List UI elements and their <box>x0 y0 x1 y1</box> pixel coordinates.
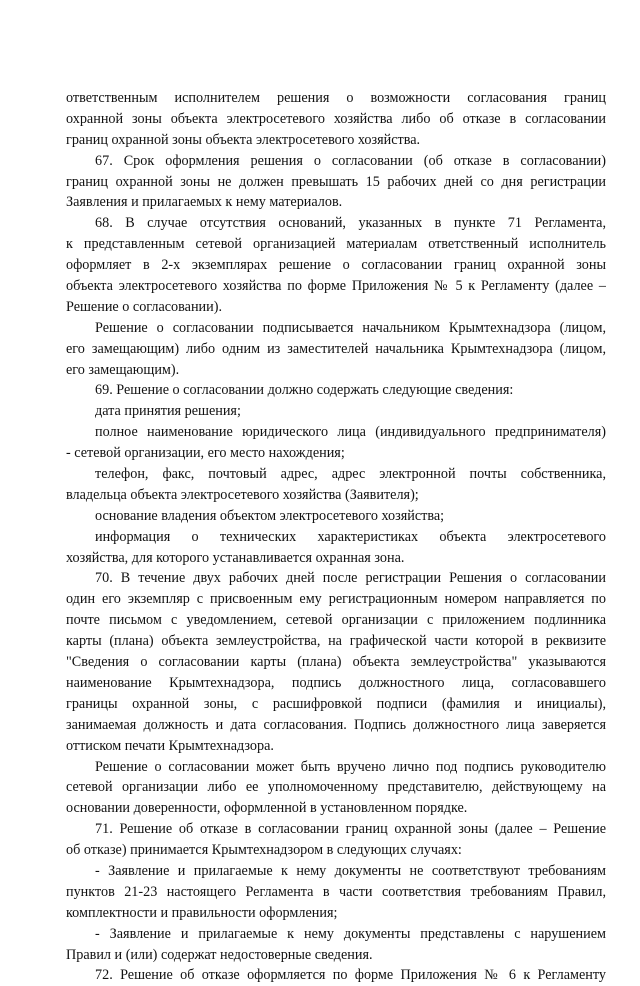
text-line: границы охранной зоны, с расшифровкой подписи (фамилия и инициалы), <box>66 695 606 712</box>
text-line: Решение о согласовании может быть вручено лично под подпись руководителю <box>95 758 606 775</box>
text-line: - сетевой организации, его место нахождения; <box>66 445 345 462</box>
text-line: его замещающим). <box>66 361 180 378</box>
text-line: основание владения объектом электросетевого хозяйства; <box>95 507 445 524</box>
text-line: 69. Решение о согласовании должно содержать следующие сведения: <box>95 382 514 399</box>
text-line: 70. В течение двух рабочих дней после регистрации Решения о согласовании <box>95 570 606 587</box>
text-line: Решение о согласовании подписывается начальником Крымтехнадзора (лицом, <box>95 319 606 336</box>
text-line: занимаемая должность и дата согласования. Подпись должностного лица заверяется <box>66 716 606 733</box>
text-line: хозяйства, для которого устанавливается охранная зона. <box>66 549 405 566</box>
text-line: один его экземпляр с присвоенным ему регистрационным номером направляется по <box>66 591 606 608</box>
text-line: к представленным сетевой организацией материалам ответственный исполнитель <box>66 236 606 253</box>
text-line: его замещающим) либо одним из заместителей начальника Крымтехнадзора (лицом, <box>66 340 606 357</box>
text-line: карты (плана) объекта землеустройства, на графической части которой в реквизите <box>66 633 606 650</box>
text-line: телефон, факс, почтовый адрес, адрес электронной почты собственника, <box>95 466 606 483</box>
text-line: ответственным исполнителем решения о возможности согласования границ <box>66 90 606 106</box>
text-line: Заявления и прилагаемых к нему материалов. <box>66 194 343 211</box>
text-line: дата принятия решения; <box>95 403 241 420</box>
text-line: оформляет в 2-х экземплярах решение о согласовании границ охранной зоны <box>66 257 606 274</box>
text-line: владельца объекта электросетевого хозяйства (Заявителя); <box>66 486 419 503</box>
text-line: границ охранной зоны не должен превышать 15 рабочих дней со дня регистрации <box>66 173 606 190</box>
document-body <box>66 88 606 986</box>
text-line: "Сведения о согласовании карты (плана) объекта землеустройства" указываются <box>66 654 606 671</box>
text-line: Правил и (или) содержат недостоверные сведения. <box>66 946 373 963</box>
text-line: основании доверенности, оформленной в установленном порядке. <box>66 800 468 817</box>
text-line: 68. В случае отсутствия оснований, указанных в пункте 71 Регламента, <box>95 215 606 232</box>
text-line: 67. Срок оформления решения о согласовании (об отказе в согласовании) <box>95 152 606 169</box>
text-line: 72. Решение об отказе оформляется по форме Приложения № 6 к Регламенту <box>95 967 606 984</box>
text-line: полное наименование юридического лица (индивидуального предпринимателя) <box>95 424 606 441</box>
text-line: оттиском печати Крымтехнадзора. <box>66 737 274 754</box>
text-line: Решение о согласовании). <box>66 298 223 315</box>
text-line: 71. Решение об отказе в согласовании границ охранной зоны (далее – Решение <box>95 821 606 838</box>
text-line: почте письмом с уведомлением, сетевой организации с приложением подлинника <box>66 612 606 629</box>
text-line: информация о технических характеристиках объекта электросетевого <box>95 528 606 545</box>
text-line: об отказе) принимается Крымтехнадзором в следующих случаях: <box>66 842 462 859</box>
text-line: охранной зоны объекта электросетевого хозяйства либо об отказе в согласовании <box>66 110 606 127</box>
text-line: сетевой организации либо ее уполномоченному представителю, действующему на <box>66 779 606 796</box>
text-line: пунктов 21-23 настоящего Регламента в части соответствия требованиям Правил, <box>66 883 606 900</box>
text-line: границ охранной зоны объекта электросетевого хозяйства. <box>66 131 421 148</box>
text-line: наименование Крымтехнадзора, подпись должностного лица, согласовавшего <box>66 674 606 691</box>
text-line: - Заявление и прилагаемые к нему документы не соответствуют требованиям <box>95 862 606 879</box>
text-line: объекта электросетевого хозяйства по форме Приложения № 5 к Регламенту (далее – <box>66 278 606 295</box>
text-line: комплектности и правильности оформления; <box>66 904 338 921</box>
text-line: - Заявление и прилагаемые к нему документы представлены с нарушением <box>95 925 606 942</box>
